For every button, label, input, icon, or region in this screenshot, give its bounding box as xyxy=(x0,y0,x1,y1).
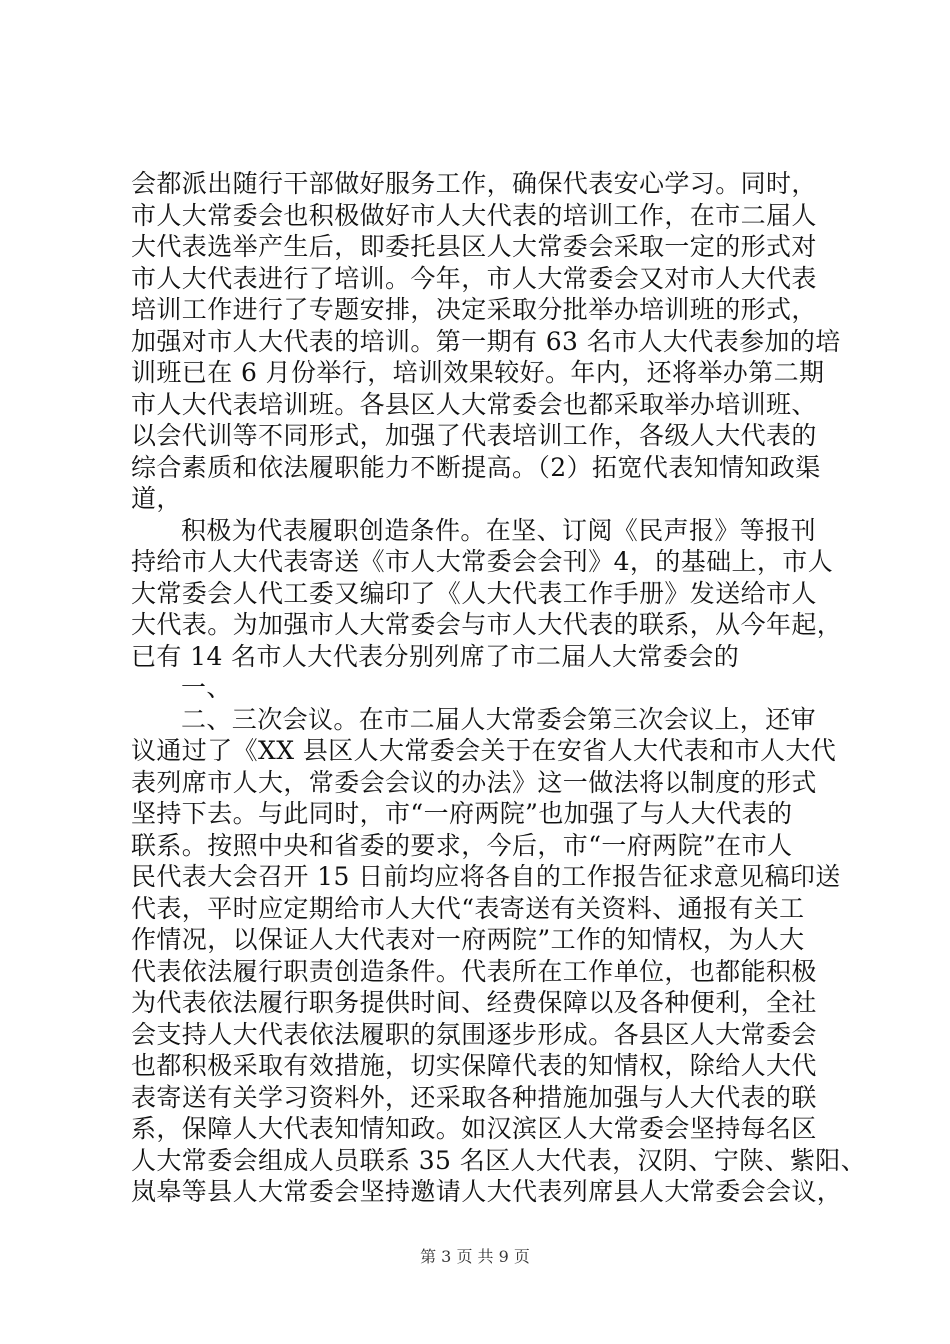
text-line: 民代表大会召开 15 日前均应将各自的工作报告征求意见稿印送 xyxy=(131,862,841,891)
text-line: 议通过了《XX 县区人大常委会关于在安省人大代表和市人大代 xyxy=(131,736,837,765)
text-line: 积极为代表履职创造条件。在坚、订阅《民声报》等报刊 xyxy=(181,515,817,545)
text-line: 培训工作进行了专题安排，决定采取分批举办培训班的形式， xyxy=(131,295,817,324)
text-line: 会支持人大代表依法履职的氛围逐步形成。各县区人大常委会 xyxy=(131,1019,817,1049)
text-line: 综合素质和依法履职能力不断提高。（2）拓宽代表知情知政渠 xyxy=(131,452,821,482)
text-line: 道， xyxy=(131,484,182,513)
text-line: 大代表。为加强市人大常委会与市人大代表的联系，从今年起， xyxy=(131,610,843,639)
page-number-footer: 第 3 页 共 9 页 xyxy=(420,1247,530,1266)
text-line: 为代表依法履行职务提供时间、经费保障以及各种便利，全社 xyxy=(131,988,817,1017)
text-line: 人大常委会组成人员联系 35 名区人大代表，汉阴、宁陕、紫阳、 xyxy=(131,1145,867,1175)
text-line: 大代表选举产生后，即委托县区人大常委会采取一定的形式对 xyxy=(131,232,817,261)
text-line: 代表，平时应定期给市人大代“表寄送有关资料、通报有关工 xyxy=(131,893,805,923)
text-line: 已有 14 名市人大代表分别列席了市二届人大常委会的 xyxy=(131,641,740,671)
text-line: 市人大常委会也积极做好市人大代表的培训工作，在市二届人 xyxy=(131,200,817,230)
text-line: 大常委会人代工委又编印了《人大代表工作手册》发送给市人 xyxy=(131,578,817,608)
text-line: 市人大代表进行了培训。今年，市人大常委会又对市人大代表 xyxy=(131,263,817,293)
text-line: 系，保障人大代表知情知政。如汉滨区人大常委会坚持每名区 xyxy=(131,1114,817,1143)
text-line: 表列席市人大，常委会会议的办法》这一做法将以制度的形式 xyxy=(131,767,817,797)
text-line: 训班已在 6 月份举行，培训效果较好。年内，还将举办第二期 xyxy=(131,358,825,387)
text-line: 代表依法履行职责创造条件。代表所在工作单位，也都能积极 xyxy=(131,956,817,986)
text-line: 加强对市人大代表的培训。第一期有 63 名市人大代表参加的培 xyxy=(131,326,841,356)
text-line: 作情况，以保证人大代表对一府两院”工作的知情权，为人大 xyxy=(131,925,805,954)
text-line: 市人大代表培训班。各县区人大常委会也都采取举办培训班、 xyxy=(131,389,817,419)
text-line: 也都积极采取有效措施，切实保障代表的知情权，除给人大代 xyxy=(131,1051,817,1080)
document-body xyxy=(131,168,867,1208)
text-line: 二、三次会议。在市二届人大常委会第三次会议上，还审 xyxy=(181,704,817,734)
text-line: 以会代训等不同形式，加强了代表培训工作，各级人大代表的 xyxy=(131,421,817,450)
text-line: 坚持下去。与此同时，市“一府两院”也加强了与人大代表的 xyxy=(131,799,793,828)
text-line: 联系。按照中央和省委的要求，今后，市“一府两院”在市人 xyxy=(131,830,793,860)
text-line: 会都派出随行干部做好服务工作，确保代表安心学习。同时， xyxy=(131,169,817,198)
text-line: 表寄送有关学习资料外，还采取各种措施加强与人大代表的联 xyxy=(131,1082,817,1112)
text-line: 岚皋等县人大常委会坚持邀请人大代表列席县人大常委会会议， xyxy=(131,1177,843,1206)
text-line: 一、 xyxy=(181,673,232,702)
text-line: 持给市人大代表寄送《市人大常委会会刊》4，的基础上，市人 xyxy=(131,547,834,576)
